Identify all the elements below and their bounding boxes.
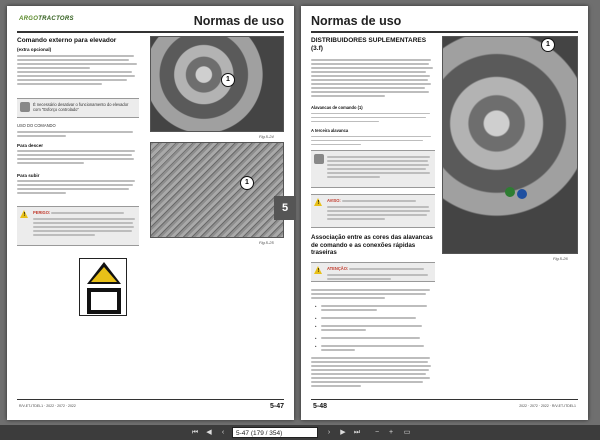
last-page-icon[interactable]: ⏭ xyxy=(353,429,361,436)
page-number: 5-47 xyxy=(269,403,284,410)
previous-page-icon[interactable]: ◀ xyxy=(206,429,212,436)
body-paragraph xyxy=(17,129,139,139)
notice-label: AVISO: xyxy=(327,198,341,204)
header-rule xyxy=(17,31,284,33)
chapter-tab: 5 xyxy=(274,196,296,220)
brand-logo: ARGOTRACTORS xyxy=(19,16,74,22)
list-bullet: • xyxy=(315,316,317,321)
footer-code: R/V-ET-ITDEL1 · 2022 · 2072 · 2022 xyxy=(19,404,76,408)
danger-box xyxy=(17,206,139,246)
list-bullet: • xyxy=(315,344,317,349)
figure-5-26 xyxy=(442,36,578,254)
list-bullet: • xyxy=(315,304,317,309)
figure-5-25 xyxy=(150,142,284,238)
page-left xyxy=(7,6,294,420)
page-forward-icon[interactable]: › xyxy=(327,429,331,436)
page-title: Normas de uso xyxy=(311,14,402,28)
safety-pictogram xyxy=(79,258,127,316)
next-page-icon[interactable]: ▶ xyxy=(340,429,346,436)
hand-note-icon xyxy=(20,102,30,112)
danger-label: PERIGO: xyxy=(33,210,51,216)
section-title: Associação entre as cores das alavancas de comando e as conexões rápidas traseiras xyxy=(311,234,433,256)
page-number: 5-48 xyxy=(313,403,328,410)
note-box xyxy=(311,150,435,188)
warning-triangle-icon: ! xyxy=(314,266,323,274)
callout-1: 1 xyxy=(240,176,254,190)
note-text: É necessário desativar o funcionamento do elevador com "Esforço controlado" xyxy=(33,102,129,113)
body-paragraph xyxy=(311,57,435,99)
label-subir: Para subir xyxy=(17,173,40,178)
list-bullet: • xyxy=(315,336,317,341)
first-page-icon[interactable]: ⏮ xyxy=(191,429,199,436)
subsection-label: (extra opcional) xyxy=(17,47,52,52)
label-alavancas: Alavancas de comando (1) xyxy=(311,105,363,110)
body-paragraph xyxy=(17,178,139,196)
section-title: DISTRIBUIDORES SUPLEMENTARES (3.f) xyxy=(311,37,427,52)
warning-triangle-icon: ! xyxy=(20,210,29,218)
list-bullet: • xyxy=(315,324,317,329)
coupler-green xyxy=(505,187,515,197)
hand-note-icon xyxy=(314,154,324,164)
zoom-out-icon[interactable]: − xyxy=(374,429,380,436)
coupler-blue xyxy=(517,189,527,199)
note-box xyxy=(17,98,139,118)
footer-rule xyxy=(311,399,578,400)
page-right xyxy=(301,6,588,420)
section-title: Comando externo para elevador xyxy=(17,37,117,44)
page-back-icon[interactable]: ‹ xyxy=(221,429,225,436)
header-rule xyxy=(311,31,578,33)
warning-triangle-icon: ! xyxy=(314,198,323,206)
callout-1: 1 xyxy=(541,38,555,52)
page-title: Normas de uso xyxy=(193,14,284,28)
body-paragraph xyxy=(311,355,435,389)
footer-code: 2022 · 2072 · 2022 · R/V-ET-ITDEL1 xyxy=(519,404,576,408)
label-descer: Para descer xyxy=(17,143,44,148)
viewer-toolbar xyxy=(0,425,600,440)
footer-rule xyxy=(17,399,284,400)
body-paragraph xyxy=(17,148,139,166)
notice-box xyxy=(311,194,435,228)
body-paragraph xyxy=(311,287,435,301)
zoom-in-icon[interactable]: + xyxy=(388,429,394,436)
attention-box xyxy=(311,262,435,282)
figure-5-24 xyxy=(150,36,284,132)
attention-label: ATENÇÃO: xyxy=(327,266,349,272)
figure-caption: Fig.5-26 xyxy=(553,256,568,261)
callout-1: 1 xyxy=(221,73,235,87)
fit-page-icon[interactable]: ▭ xyxy=(403,429,411,436)
figure-caption: Fig.5-25 xyxy=(259,240,274,245)
figure-caption: Fig.5-24 xyxy=(259,134,274,139)
usage-label: USO DO COMANDO xyxy=(17,123,56,128)
label-terceira-alavanca: A terceira alavanca xyxy=(311,128,349,133)
page-number-input[interactable]: 5-47 (179 / 354) xyxy=(232,427,318,438)
body-paragraph xyxy=(17,53,139,87)
